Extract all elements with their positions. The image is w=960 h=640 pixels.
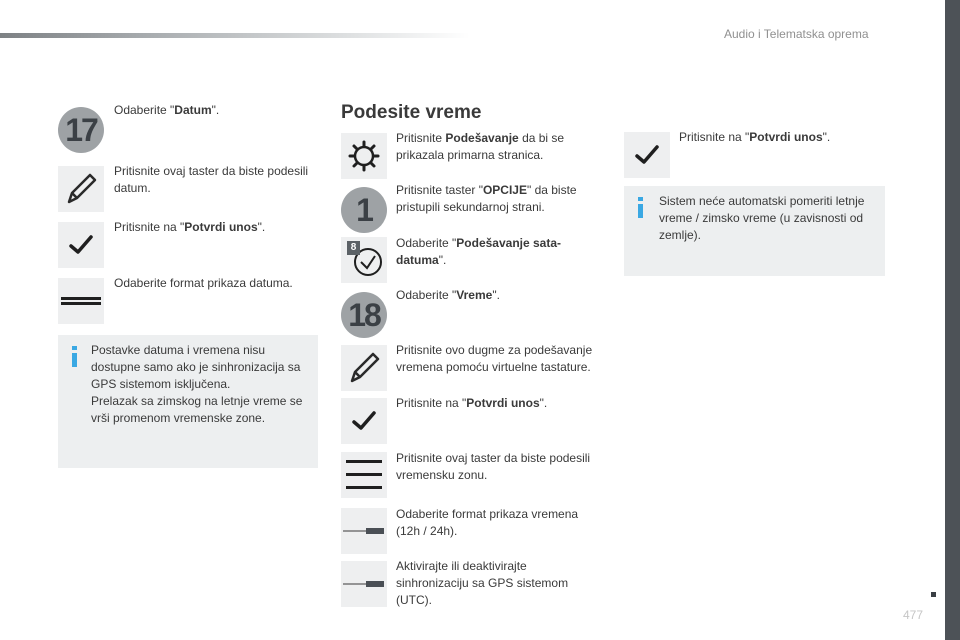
- time-edit-text: Pritisnite ovo dugme za podešavanje vremena pomoću virtuelne tastature.: [396, 343, 593, 374]
- info-icon: [638, 197, 643, 217]
- confirm-date-text: Pritisnite na "Potvrdi unos".: [114, 220, 266, 234]
- gps-sync-text: Aktivirajte ili deaktivirajte sinhronizaciju sa GPS sistemom (UTC).: [396, 559, 569, 607]
- confirm-final-text: Pritisnite na "Potvrdi unos".: [679, 130, 831, 144]
- page-number: 477: [903, 608, 924, 622]
- header-gradient-bar: [0, 33, 470, 38]
- clock-icon: [341, 237, 387, 283]
- timezone-text: Pritisnite ovaj taster da biste podesili vremensku zonu.: [396, 451, 591, 482]
- step-18-badge: 18: [341, 292, 387, 338]
- date-info-text: Postavke datuma i vremena nisu dostupne samo ako je sinhronizacija sa GPS sistemom isključena. Prelazak sa zimskog na letnje vreme se vrši promenom vremenske zone.: [91, 343, 303, 425]
- time-format-text: Odaberite format prikaza vremena (12h / 24h).: [396, 507, 579, 538]
- date-edit-text: Pritisnite ovaj taster da biste podesili datum.: [114, 164, 309, 195]
- menu-lines-icon: [341, 452, 387, 498]
- step-17-badge: 17: [58, 107, 104, 153]
- clock-settings-text: Odaberite "Podešavanje sata-datuma".: [396, 236, 562, 267]
- step-18-text: Odaberite "Vreme".: [396, 288, 500, 302]
- header-title: Audio i Telematska oprema: [724, 27, 869, 41]
- date-info-box: [58, 335, 318, 468]
- toggle-slider-icon: [341, 508, 387, 554]
- info-icon: [72, 346, 77, 366]
- options-text: Pritisnite taster "OPCIJE" da biste pristupili sekundarnoj strani.: [396, 183, 577, 214]
- page-marker: [931, 592, 936, 597]
- step-17-text: Odaberite "Datum".: [114, 103, 220, 117]
- gear-icon: [341, 133, 387, 179]
- checkmark-icon: [624, 132, 670, 178]
- dst-info-text: Sistem neće automatski pomeriti letnje vreme / zimsko vreme (u zavisnosti od zemlje).: [659, 194, 865, 242]
- confirm-time-text: Pritisnite na "Potvrdi unos".: [396, 396, 548, 410]
- section-title: Podesite vreme: [341, 102, 482, 123]
- toggle-slider-icon: [341, 561, 387, 607]
- checkmark-icon: [58, 222, 104, 268]
- page-edge-strip: [945, 0, 960, 640]
- clock-badge: 8: [347, 241, 360, 255]
- format-bar-icon: [58, 278, 104, 324]
- settings-text: Pritisnite Podešavanje da bi se prikazala primarna stranica.: [396, 131, 565, 162]
- date-format-text: Odaberite format prikaza datuma.: [114, 276, 293, 290]
- checkmark-icon: [341, 398, 387, 444]
- pencil-edit-icon: [341, 345, 387, 391]
- step-1-badge: 1: [341, 187, 387, 233]
- pencil-edit-icon: [58, 166, 104, 212]
- dst-info-box: [624, 186, 885, 276]
